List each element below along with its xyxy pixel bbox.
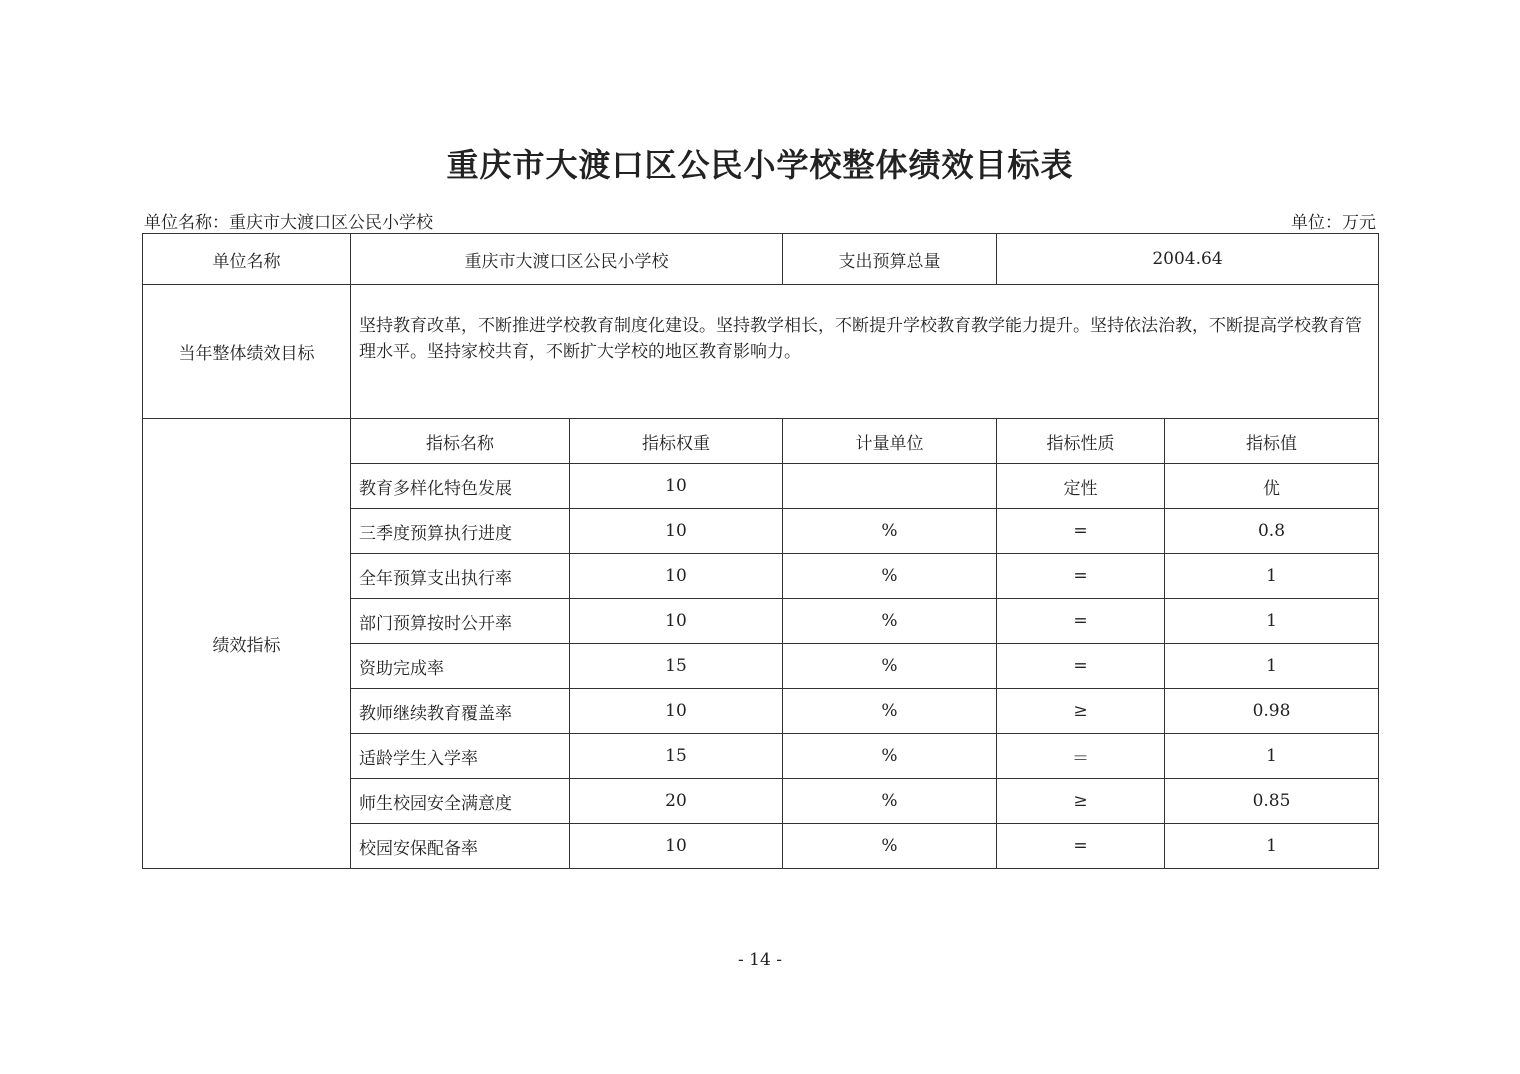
table-row bbox=[143, 285, 1379, 419]
page-title: 重庆市大渡口区公民小学校整体绩效目标表 bbox=[446, 146, 1074, 184]
indicator-nature: ＝ bbox=[997, 734, 1165, 779]
indicator-nature: = bbox=[997, 644, 1165, 689]
indicator-weight: 10 bbox=[570, 689, 783, 734]
indicator-name: 教育多样化特色发展 bbox=[351, 464, 570, 509]
indicator-value: 0.98 bbox=[1165, 689, 1379, 734]
indicator-unit: % bbox=[783, 824, 997, 869]
indicator-unit: % bbox=[783, 779, 997, 824]
goal-label: 当年整体绩效目标 bbox=[143, 285, 351, 419]
indicator-unit bbox=[783, 464, 997, 509]
indicator-weight: 10 bbox=[570, 509, 783, 554]
indicator-nature: = bbox=[997, 824, 1165, 869]
indicator-weight: 15 bbox=[570, 644, 783, 689]
indicator-nature: = bbox=[997, 509, 1165, 554]
indicator-unit: % bbox=[783, 734, 997, 779]
indicator-nature: 定性 bbox=[997, 464, 1165, 509]
indicator-weight: 15 bbox=[570, 734, 783, 779]
header-row bbox=[143, 419, 1379, 464]
goal-text: 坚持教育改革，不断推进学校教育制度化建设。坚持教学相长，不断提升学校教育教学能力提升。坚持依法治教，不断提高学校教育管理水平。坚持家校共育，不断扩大学校的地区教育影响力。 bbox=[351, 285, 1379, 419]
indicator-unit: % bbox=[783, 554, 997, 599]
indicator-name: 校园安保配备率 bbox=[351, 824, 570, 869]
indicator-value: 1 bbox=[1165, 824, 1379, 869]
indicator-nature: = bbox=[997, 599, 1165, 644]
indicator-value: 优 bbox=[1165, 464, 1379, 509]
indicator-nature: ≥ bbox=[997, 779, 1165, 824]
indicator-unit: % bbox=[783, 644, 997, 689]
column-header: 指标性质 bbox=[997, 419, 1165, 464]
indicator-name: 全年预算支出执行率 bbox=[351, 554, 570, 599]
budget-label: 支出预算总量 bbox=[783, 234, 997, 285]
indicator-name: 师生校园安全满意度 bbox=[351, 779, 570, 824]
column-header: 指标值 bbox=[1165, 419, 1379, 464]
indicator-name: 资助完成率 bbox=[351, 644, 570, 689]
indicator-weight: 10 bbox=[570, 824, 783, 869]
unit-label: 单位名称 bbox=[143, 234, 351, 285]
indicator-name: 三季度预算执行进度 bbox=[351, 509, 570, 554]
indicator-value: 0.8 bbox=[1165, 509, 1379, 554]
indicator-label: 绩效指标 bbox=[143, 419, 351, 869]
budget-value: 2004.64 bbox=[997, 234, 1379, 285]
unit-name-line: 单位名称：重庆市大渡口区公民小学校 bbox=[144, 213, 433, 233]
indicator-value: 1 bbox=[1165, 554, 1379, 599]
indicator-value: 1 bbox=[1165, 734, 1379, 779]
indicator-weight: 10 bbox=[570, 554, 783, 599]
indicator-weight: 10 bbox=[570, 464, 783, 509]
table-row bbox=[143, 234, 1379, 285]
indicator-name: 适龄学生入学率 bbox=[351, 734, 570, 779]
indicator-unit: % bbox=[783, 509, 997, 554]
indicator-value: 1 bbox=[1165, 599, 1379, 644]
indicator-nature: = bbox=[997, 554, 1165, 599]
indicator-unit: % bbox=[783, 689, 997, 734]
page-number: - 14 - bbox=[738, 950, 782, 970]
unit-value: 重庆市大渡口区公民小学校 bbox=[351, 234, 783, 285]
performance-table bbox=[142, 233, 1379, 869]
column-header: 计量单位 bbox=[783, 419, 997, 464]
indicator-value: 0.85 bbox=[1165, 779, 1379, 824]
column-header: 指标权重 bbox=[570, 419, 783, 464]
indicator-unit: % bbox=[783, 599, 997, 644]
indicator-weight: 20 bbox=[570, 779, 783, 824]
column-header: 指标名称 bbox=[351, 419, 570, 464]
currency-unit-line: 单位：万元 bbox=[1291, 213, 1376, 233]
indicator-value: 1 bbox=[1165, 644, 1379, 689]
indicator-name: 部门预算按时公开率 bbox=[351, 599, 570, 644]
indicator-name: 教师继续教育覆盖率 bbox=[351, 689, 570, 734]
indicator-weight: 10 bbox=[570, 599, 783, 644]
indicator-nature: ≥ bbox=[997, 689, 1165, 734]
